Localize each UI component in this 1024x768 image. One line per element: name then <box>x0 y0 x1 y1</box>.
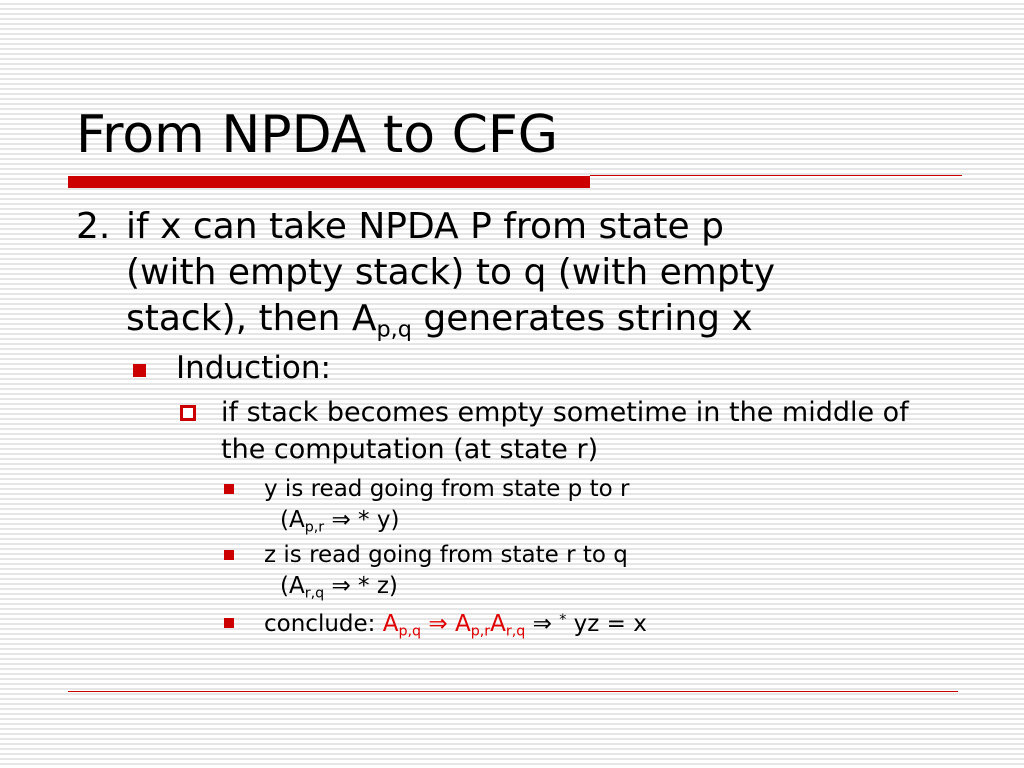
case-text: if stack becomes empty sometime in the middle of the computation (at state r) <box>221 397 909 465</box>
footer-divider <box>68 691 958 692</box>
step-2-paragraph <box>76 204 956 342</box>
step-text-line-3: stack), then $A_{p,q}$ generates string x <box>126 298 753 343</box>
step-text <box>126 204 956 342</box>
list-item-z-text: z is read going from state r to q <box>264 542 628 568</box>
step-text-line-1: if x can take NPDA P from state p <box>126 206 724 247</box>
list-item-y-text: y is read going from state p to r <box>264 476 630 502</box>
conclude-derivation: $A_{p,q}$ ⇒ $A_{p,r}A_{r,q}$ <box>382 611 526 640</box>
title-underline <box>68 176 590 188</box>
square-bullet-icon <box>133 364 146 377</box>
conclude-label: conclude: <box>264 611 383 637</box>
small-square-bullet-icon <box>224 618 234 628</box>
hollow-square-bullet-icon <box>180 405 196 421</box>
list-item-z-derivation: ($A_{r,q}$ ⇒ * z) <box>280 573 398 602</box>
induction-label: Induction: <box>176 350 331 386</box>
list-item-conclude: conclude: $A_{p,q}$ ⇒ $A_{p,r}A_{r,q}$ ⇒ * yz = x <box>264 611 647 640</box>
list-item-y-derivation: ($A_{p,r}$ ⇒ * y) <box>280 507 400 536</box>
list-item-y <box>264 474 944 536</box>
list-item-z <box>264 540 944 602</box>
title-underline-thin <box>590 175 962 176</box>
step-text-line-2: (with empty stack) to q (with empty <box>126 252 776 293</box>
small-square-bullet-icon <box>224 550 234 560</box>
slide-title: From NPDA to CFG <box>76 105 559 165</box>
small-square-bullet-icon <box>224 484 234 494</box>
step-number: 2. <box>76 206 111 247</box>
